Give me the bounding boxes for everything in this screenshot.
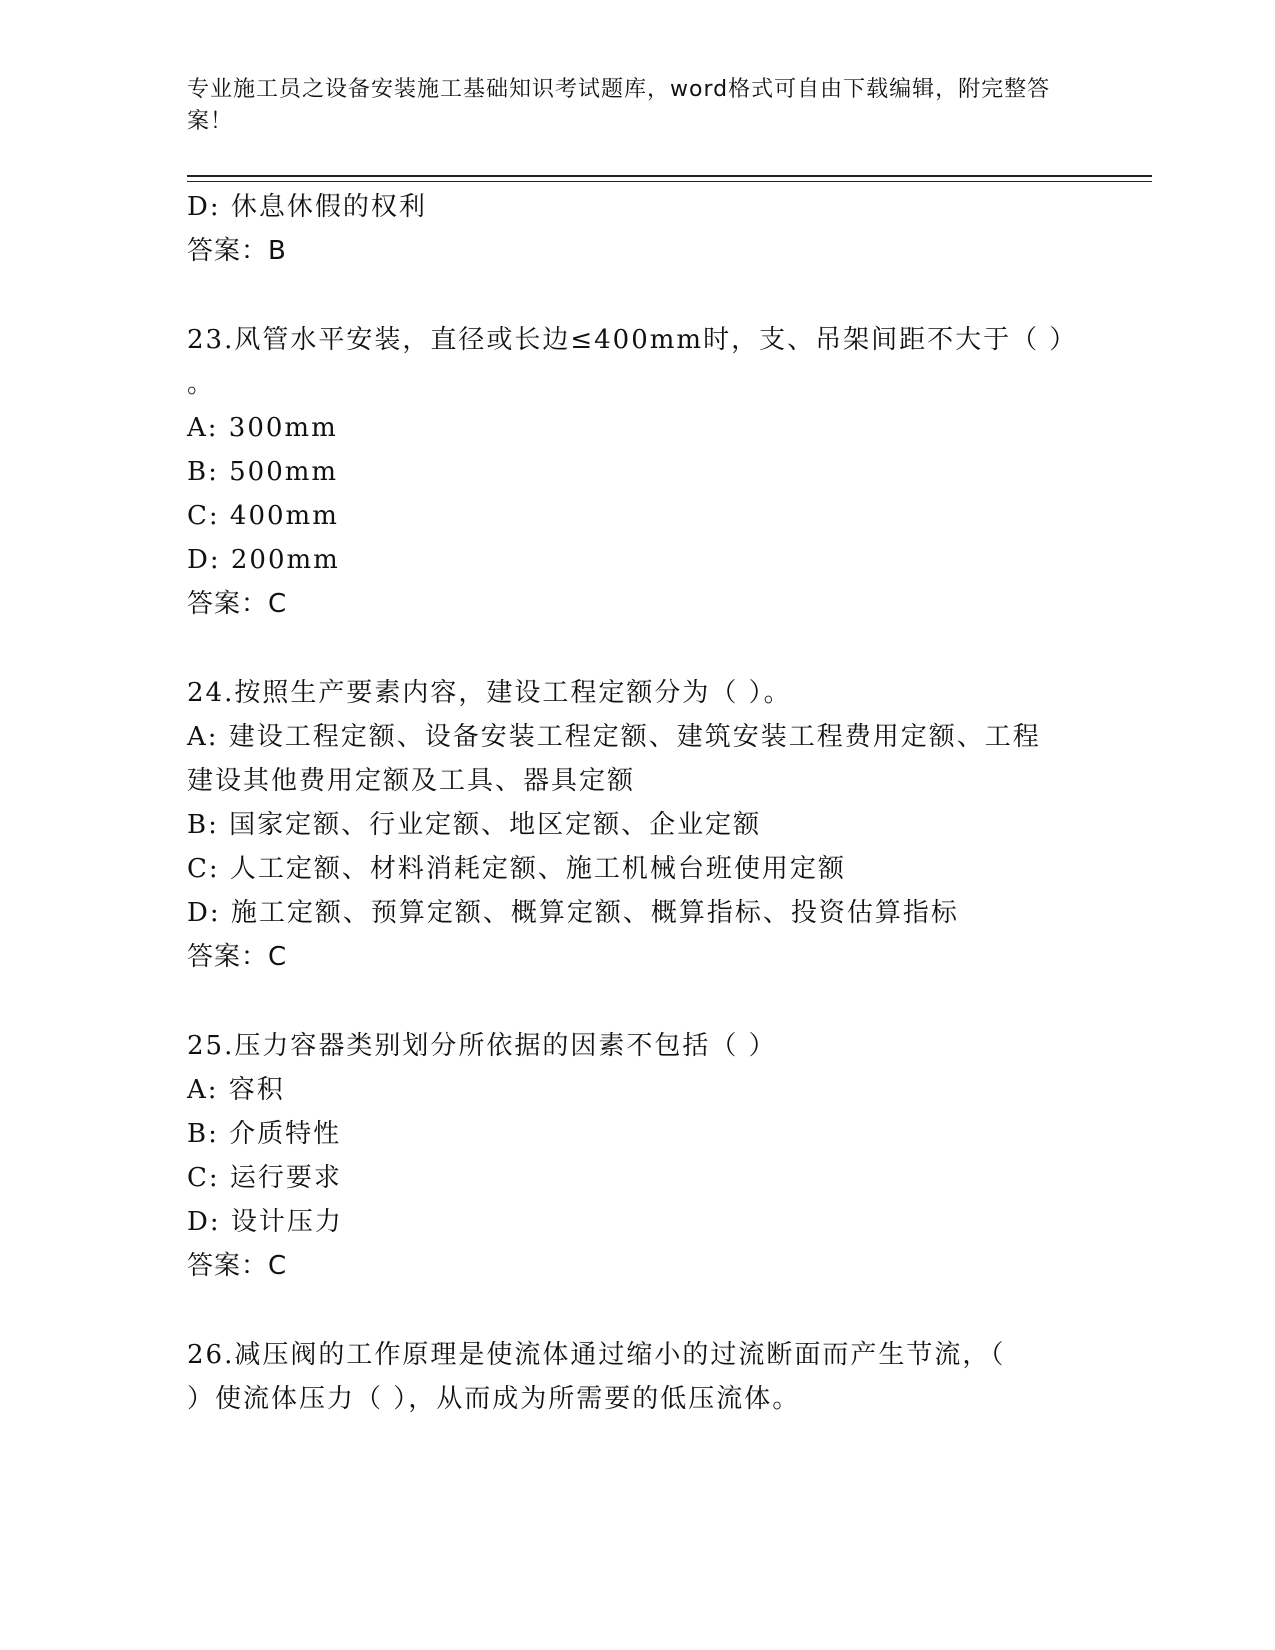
q25-option-c: C: 运行要求 <box>187 1163 342 1193</box>
q24-option-b: B: 国家定额、行业定额、地区定额、企业定额 <box>187 810 762 840</box>
q22-option-d: D: 休息休假的权利 <box>187 192 427 222</box>
header-divider-thin <box>187 181 1152 182</box>
q24-question: 24.按照生产要素内容，建设工程定额分为（ ）。 <box>187 678 792 708</box>
q23-question-line2: 。 <box>187 369 216 399</box>
q26-question-line1: 26.减压阀的工作原理是使流体通过缩小的过流断面而产生节流，（ <box>187 1340 1006 1370</box>
q25-option-d: D: 设计压力 <box>187 1207 343 1237</box>
q24-option-a-line2: 建设其他费用定额及工具、器具定额 <box>187 766 636 796</box>
q23-question-line1: 23.风管水平安装，直径或长边≤400mm时，支、吊架间距不大于（ ） <box>187 325 1078 355</box>
q23-option-b: B: 500mm <box>187 457 339 487</box>
q23-option-d: D: 200mm <box>187 545 340 575</box>
q24-option-a-line1: A: 建设工程定额、设备安装工程定额、建筑安装工程费用定额、工程 <box>187 722 1041 752</box>
document-header: 专业施工员之设备安装施工基础知识考试题库，word格式可自由下载编辑，附完整答案！ <box>187 77 1051 134</box>
header-divider-thick <box>187 175 1152 177</box>
q23-answer: 答案：C <box>187 589 288 619</box>
q25-option-b: B: 介质特性 <box>187 1119 342 1149</box>
q24-option-d: D: 施工定额、预算定额、概算定额、概算指标、投资估算指标 <box>187 898 959 928</box>
q23-option-c: C: 400mm <box>187 501 339 531</box>
q25-question: 25.压力容器类别划分所依据的因素不包括（ ） <box>187 1031 777 1061</box>
q24-option-c: C: 人工定额、材料消耗定额、施工机械台班使用定额 <box>187 854 846 884</box>
q22-answer: 答案：B <box>187 236 287 266</box>
q26-question-line2: ）使流体压力（ ），从而成为所需要的低压流体。 <box>187 1384 801 1414</box>
q25-answer: 答案：C <box>187 1251 288 1281</box>
q24-answer: 答案：C <box>187 942 288 972</box>
q25-option-a: A: 容积 <box>187 1075 285 1105</box>
q23-option-a: A: 300mm <box>187 413 338 443</box>
